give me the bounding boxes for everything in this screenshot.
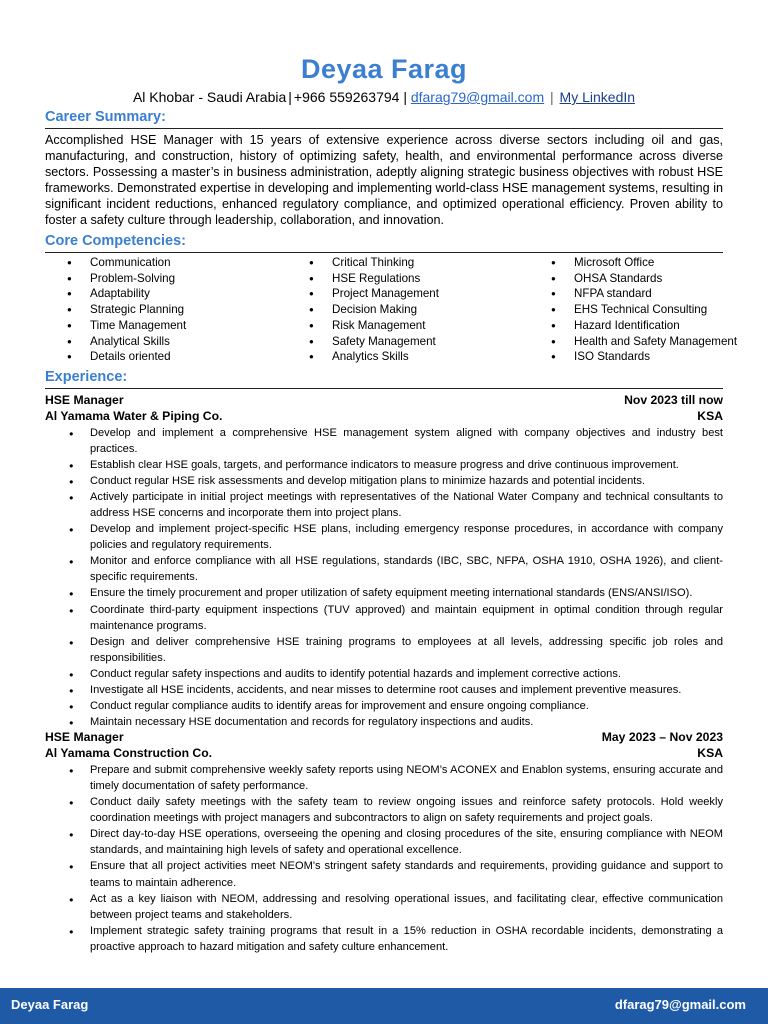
job-location: KSA: [697, 746, 723, 761]
footer-email[interactable]: dfarag79@gmail.com: [614, 997, 746, 1012]
job-role: HSE Manager: [45, 730, 124, 745]
list-item: ● Develop and implement a comprehensive HSE management system aligned with company objectives and industry best practices.: [45, 425, 723, 457]
list-item: ● Communication: [45, 255, 287, 271]
list-item: ● EHS Technical Consulting: [529, 302, 729, 318]
list-item: ● Monitor and enforce compliance with all HSE regulations, standards (IBC, SBC, NFPA, OSHA 1910, OSHA 1926), and client-specific requirements.: [45, 553, 723, 585]
list-item: ● NFPA standard: [529, 286, 729, 302]
job-location: KSA: [697, 408, 723, 423]
job-company-row: [45, 746, 723, 762]
list-item: ● Coordinate third-party equipment inspections (TUV approved) and maintain equipment in optimal condition through regular maintenance programs.: [45, 602, 723, 634]
list-item: ● Implement strategic safety training programs that result in a 15% reduction in OSHA recordable incidents, demonstrating a proactive approach to hazard mitigation and safety culture enhancement.: [45, 923, 723, 955]
list-item: ● Adaptability: [45, 286, 287, 302]
core-competencies-heading: Core Competencies:: [45, 232, 723, 253]
job-bullets: [45, 762, 723, 955]
job-dates: Nov 2023 till now: [624, 392, 723, 407]
list-item: ● Project Management: [287, 286, 529, 302]
list-item: ● Conduct regular HSE risk assessments and develop mitigation plans to minimize hazards and potential incidents.: [45, 473, 723, 489]
list-item: ● Safety Management: [287, 334, 529, 350]
separator: |: [550, 89, 554, 105]
list-item: ● Conduct daily safety meetings with the safety team to review ongoing issues and reinforce safety protocols. Hold weekly coordination meetings with project managers and subcontractors to align on safety requirements and project goals.: [45, 794, 723, 826]
list-item: ● Direct day-to-day HSE operations, overseeing the opening and closing procedures of the site, ensuring compliance with NEOM standards, and maintaining high levels of safety and operational excellence.: [45, 826, 723, 858]
linkedin-link[interactable]: My LinkedIn: [559, 89, 636, 105]
list-item: ● Problem-Solving: [45, 271, 287, 287]
location-text: Al Khobar - Saudi Arabia: [132, 89, 287, 105]
competencies-column-2: [287, 255, 529, 365]
contact-line: [45, 88, 723, 106]
competencies-column-1: [45, 255, 287, 365]
email-link[interactable]: dfarag79@gmail.com: [410, 89, 545, 105]
candidate-name: Deyaa Farag: [300, 54, 468, 84]
page-footer: [0, 988, 768, 1024]
job-company: Al Yamama Construction Co.: [45, 746, 213, 761]
list-item: ● ISO Standards: [529, 349, 729, 365]
job-company: Al Yamama Water & Piping Co.: [45, 408, 223, 423]
experience-heading: Experience:: [45, 368, 723, 389]
competencies-column-3: [529, 255, 738, 365]
job-bullets: [45, 425, 723, 731]
list-item: ● OHSA Standards: [529, 271, 729, 287]
list-item: ● Conduct regular safety inspections and audits to identify potential hazards and implement corrective actions.: [45, 666, 723, 682]
job-company-row: [45, 409, 723, 425]
job-title-row: [45, 730, 723, 746]
list-item: ● Ensure the timely procurement and proper utilization of safety equipment meeting international standards (ENS/ANSI/ISO).: [45, 585, 723, 601]
list-item: ● Decision Making: [287, 302, 529, 318]
list-item: ● Investigate all HSE incidents, accidents, and near misses to determine root causes and implement preventive measures.: [45, 682, 723, 698]
job-title-row: [45, 393, 723, 409]
separator: |: [288, 89, 292, 105]
list-item: ● Maintain necessary HSE documentation and records for regulatory inspections and audits.: [45, 714, 723, 730]
list-item: ● Time Management: [45, 318, 287, 334]
list-item: ● HSE Regulations: [287, 271, 529, 287]
list-item: ● Act as a key liaison with NEOM, addressing and resolving operational issues, and facilitating clear, effective communication between project teams and stakeholders.: [45, 891, 723, 923]
list-item: ● Analytical Skills: [45, 334, 287, 350]
list-item: ● Develop and implement project-specific HSE plans, including emergency response procedures, in accordance with company policies and regulatory requirements.: [45, 521, 723, 553]
list-item: ● Prepare and submit comprehensive weekly safety reports using NEOM’s ACONEX and Enablon systems, ensuring accurate and timely documentation of safety performance.: [45, 762, 723, 794]
job-dates: May 2023 – Nov 2023: [601, 730, 723, 745]
competencies-grid: [45, 255, 738, 365]
footer-name: Deyaa Farag: [11, 997, 89, 1012]
list-item: ● Health and Safety Management: [529, 334, 729, 350]
list-item: ● Design and deliver comprehensive HSE training programs to employees at all levels, addressing specific job roles and responsibilities.: [45, 634, 723, 666]
list-item: ● Conduct regular compliance audits to identify areas for improvement and ensure ongoing compliance.: [45, 698, 723, 714]
list-item: ● Establish clear HSE goals, targets, and performance indicators to measure progress and drive continuous improvement.: [45, 457, 723, 473]
separator: |: [403, 89, 407, 105]
list-item: ● Analytics Skills: [287, 349, 529, 365]
list-item: ● Hazard Identification: [529, 318, 729, 334]
list-item: ● Microsoft Office: [529, 255, 729, 271]
list-item: ● Risk Management: [287, 318, 529, 334]
list-item: ● Ensure that all project activities meet NEOM's stringent safety standards and requirements, providing guidance and support to teams to maintain adherence.: [45, 858, 723, 890]
list-item: ● Details oriented: [45, 349, 287, 365]
job-role: HSE Manager: [45, 392, 124, 407]
list-item: ● Actively participate in initial project meetings with representatives of the National Water Company and technical consultants to address HSE concerns and incorporate them into project plans.: [45, 489, 723, 521]
career-summary-heading: Career Summary:: [45, 108, 723, 129]
resume-page: [45, 0, 738, 955]
list-item: ● Critical Thinking: [287, 255, 529, 271]
career-summary-text: Accomplished HSE Manager with 15 years of extensive experience across diverse sectors including oil and gas, manufacturing, and construction, history of optimizing safety, health, and environmental performance across diverse sectors. Possessing a master’s in business administration, adeptly aligning strategic business objectives with robust HSE frameworks. Demonstrated expertise in developing and implementing world-class HSE management systems, resulting in significant incident reductions, enhanced regulatory compliance, and optimized operational efficiency. Proven ability to foster a safety culture through leadership, collaboration, and innovation.: [45, 133, 723, 227]
phone-text: +966 559263794: [293, 89, 400, 105]
list-item: ● Strategic Planning: [45, 302, 287, 318]
